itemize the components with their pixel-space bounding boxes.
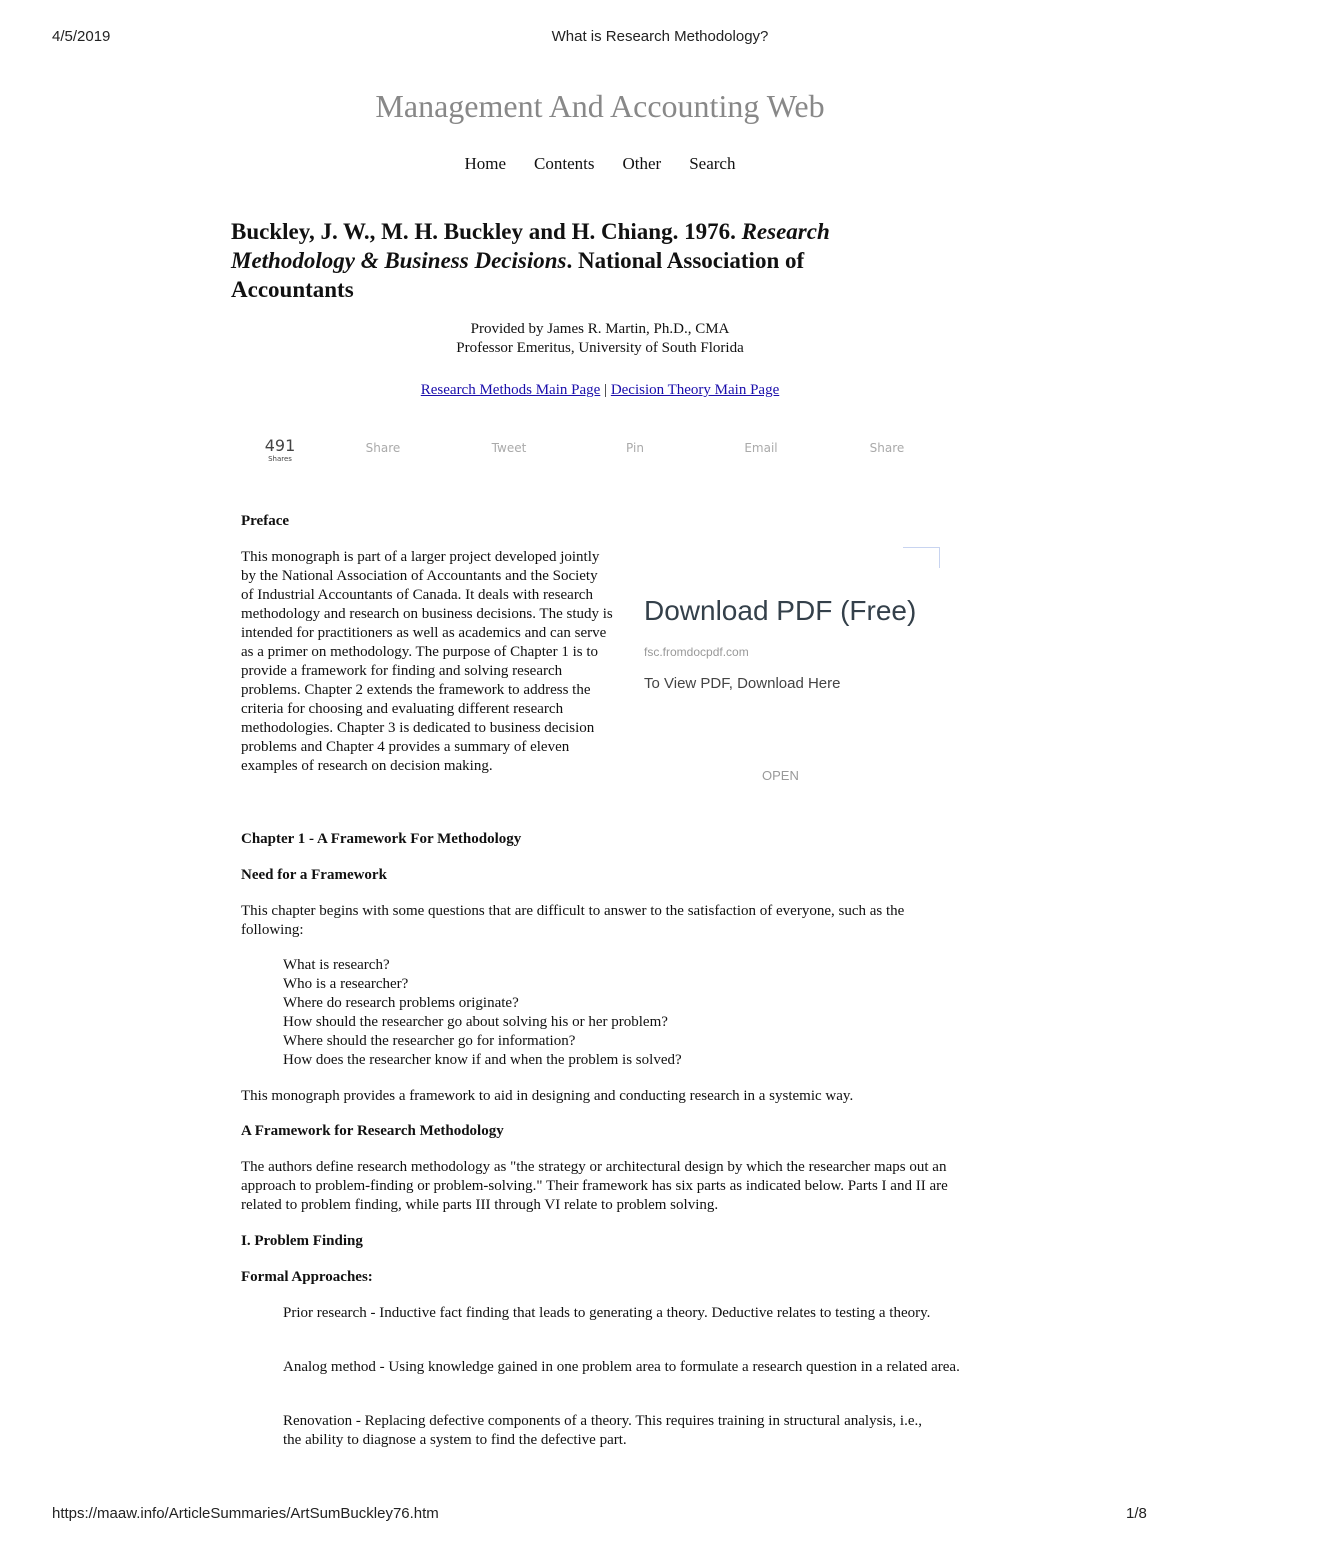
nav-other[interactable]: Other bbox=[622, 154, 662, 173]
site-title[interactable]: Management And Accounting Web bbox=[375, 88, 825, 124]
need-framework-heading: Need for a Framework bbox=[241, 867, 387, 883]
ad-description: To View PDF, Download Here bbox=[644, 675, 841, 692]
tweet-button[interactable]: Tweet bbox=[491, 441, 527, 455]
framework-heading: A Framework for Research Methodology bbox=[241, 1123, 504, 1139]
decision-theory-link[interactable]: Decision Theory Main Page bbox=[610, 382, 780, 398]
citation-publisher: . National Association of Accountants bbox=[231, 248, 805, 302]
share-count bbox=[240, 436, 320, 463]
list-item: Prior research - Inductive fact finding that leads to generating a theory. Deductive relates to testing a theory. bbox=[283, 1305, 931, 1321]
pin-button[interactable]: Pin bbox=[626, 441, 644, 455]
main-nav bbox=[0, 154, 1200, 174]
provider-title: Professor Emeritus, University of South Florida bbox=[456, 340, 744, 356]
problem-finding-heading: I. Problem Finding bbox=[241, 1233, 363, 1249]
share-more-button[interactable]: Share bbox=[869, 441, 905, 455]
preface-heading: Preface bbox=[241, 513, 290, 529]
related-links: Research Methods Main Page | Decision Theory Main Page bbox=[420, 382, 780, 398]
framework-summary: This monograph provides a framework to aid in designing and conducting research in a systemic way. bbox=[241, 1088, 854, 1104]
list-item: How does the researcher know if and when the problem is solved? bbox=[283, 1052, 682, 1068]
list-item: What is research? bbox=[283, 957, 390, 973]
list-item: Where should the researcher go for information? bbox=[283, 1033, 576, 1049]
citation-authors: Buckley, J. W., M. H. Buckley and H. Chiang. 1976. bbox=[231, 219, 742, 244]
list-item: Renovation - Replacing defective components of a theory. This requires training in structural analysis, i.e., the ability to diagnose a system to find the defective part. bbox=[283, 1413, 922, 1448]
preface-text: This monograph is part of a larger project developed jointly by the National Association of Accountants and the Society of Industrial Accountants of Canada. It deals with research methodology and research on business decisions. The study is intended for practitioners as well as academics and can serve as a primer on methodology. The purpose of Chapter 1 is to provide a framework for finding and solving research problems. Chapter 2 extends the framework to address the criteria for choosing and evaluating different research methodologies. Chapter 3 is dedicated to business decision problems and Chapter 4 provides a summary of eleven examples of research on decision making. bbox=[241, 549, 613, 774]
share-count-label: Shares bbox=[268, 455, 292, 463]
print-date: 4/5/2019 bbox=[52, 28, 111, 45]
print-url: https://maaw.info/ArticleSummaries/ArtSumBuckley76.htm bbox=[52, 1505, 439, 1522]
list-item: How should the researcher go about solving his or her problem? bbox=[283, 1014, 668, 1030]
research-methods-link[interactable]: Research Methods Main Page bbox=[420, 382, 601, 398]
ad-open-button[interactable]: OPEN bbox=[762, 768, 799, 783]
ad-headline[interactable]: Download PDF (Free) bbox=[644, 595, 917, 626]
print-title: What is Research Methodology? bbox=[551, 28, 769, 45]
nav-search[interactable]: Search bbox=[689, 154, 736, 173]
nav-contents[interactable]: Contents bbox=[534, 154, 595, 173]
nav-home[interactable]: Home bbox=[464, 154, 507, 173]
ad-url: fsc.fromdocpdf.com bbox=[644, 645, 749, 659]
share-count-value: 491 bbox=[264, 436, 296, 455]
email-button[interactable]: Email bbox=[744, 441, 778, 455]
framework-text: The authors define research methodology as "the strategy or architectural design by which the researcher maps out an approach to problem-finding or problem-solving." Their framework has six parts as indicated below. Parts I and II are related to problem finding, while parts III through VI relate to problem solving. bbox=[241, 1159, 948, 1213]
print-page-number: 1/8 bbox=[1126, 1505, 1147, 1522]
provided-by bbox=[0, 320, 1200, 358]
share-bar bbox=[240, 436, 950, 463]
page-title bbox=[231, 217, 931, 304]
list-item: Where do research problems originate? bbox=[283, 995, 519, 1011]
chapter1-intro: This chapter begins with some questions that are difficult to answer to the satisfaction of everyone, such as the following: bbox=[241, 903, 905, 938]
list-item: Analog method - Using knowledge gained in one problem area to formulate a research question in a related area. bbox=[283, 1359, 960, 1375]
citation-book: Research Methodology & Business Decisions bbox=[231, 219, 830, 273]
ad-choices-icon[interactable] bbox=[903, 547, 940, 568]
question-list bbox=[283, 956, 1003, 1070]
list-item: Who is a researcher? bbox=[283, 976, 409, 992]
chapter1-heading: Chapter 1 - A Framework For Methodology bbox=[241, 831, 522, 847]
formal-approaches-heading: Formal Approaches: bbox=[241, 1269, 373, 1285]
share-button[interactable]: Share bbox=[365, 441, 401, 455]
provider-name: Provided by James R. Martin, Ph.D., CMA bbox=[470, 321, 730, 337]
